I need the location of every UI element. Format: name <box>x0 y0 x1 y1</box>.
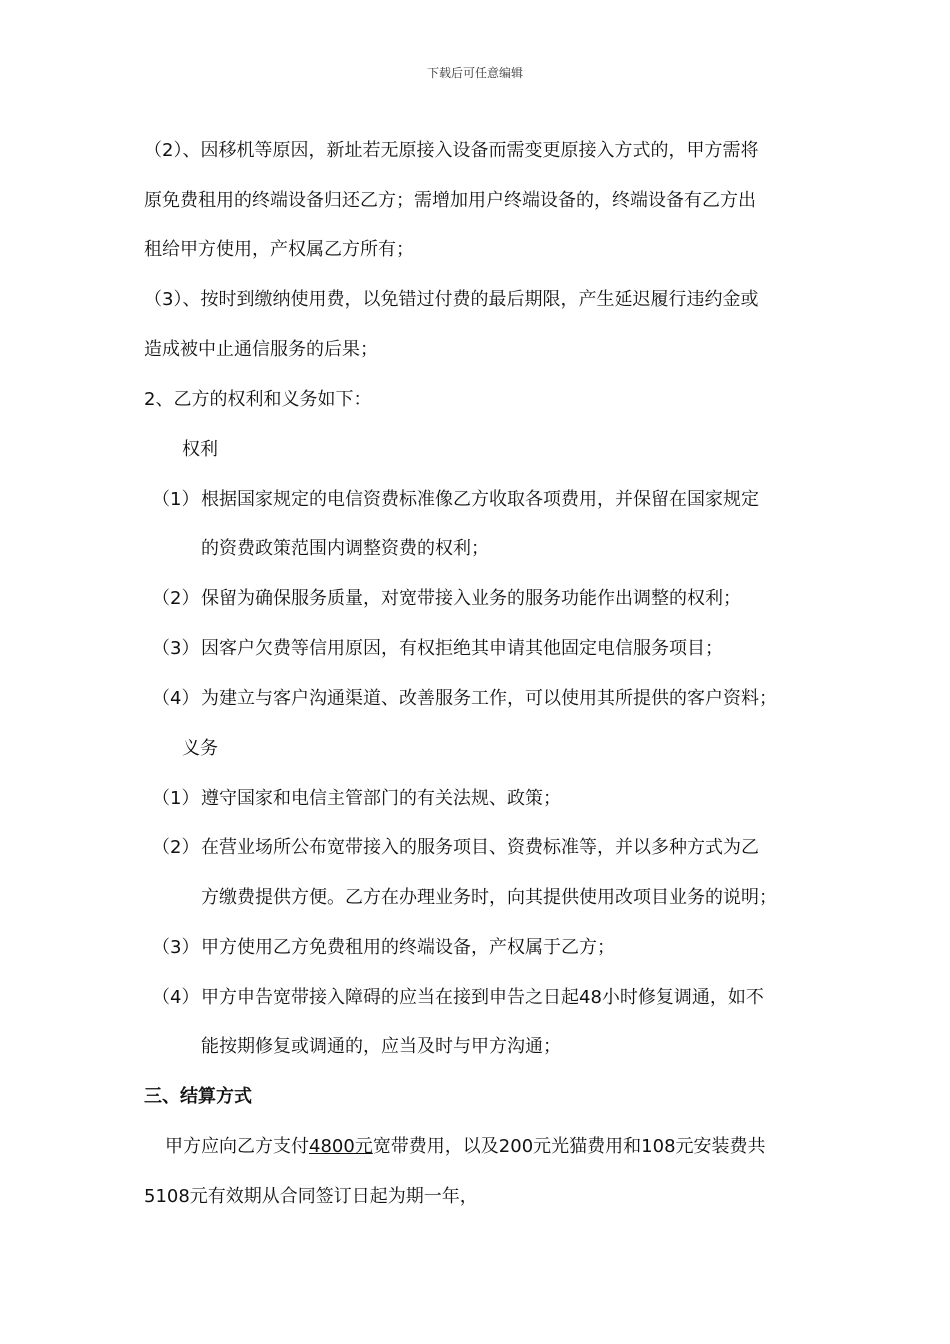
duties-item-4-number: （4） <box>152 987 200 1008</box>
duties-item-3-text: 甲方使用乙方免费租用的终端设备，产权属于乙方； <box>201 937 615 958</box>
rights-item-1-text: 根据国家规定的电信资费标准像乙方收取各项费用，并保留在国家规定 <box>201 489 759 510</box>
rights-heading: 权利 <box>182 439 218 460</box>
clause-2-line-3: 租给甲方使用，产权属乙方所有； <box>144 239 414 260</box>
clause-2-line-1: （2）、因移机等原因，新址若无原接入设备而需变更原接入方式的，甲方需将 <box>144 140 759 161</box>
clause-3-line-2: 造成被中止通信服务的后果； <box>144 339 378 360</box>
page-header: 下载后可任意编辑 <box>426 66 523 80</box>
settlement-text-end: 宽带费用，以及200元光猫费用和108元安装费共 <box>372 1136 766 1157</box>
duties-item-4-text: 甲方申告宽带接入障碍的应当在接到申告之日起48小时修复调通，如不 <box>201 987 764 1008</box>
duties-item-2-continuation: 方缴费提供方便。乙方在办理业务时，向其提供使用改项目业务的说明； <box>201 887 777 908</box>
section-2-heading: 2、乙方的权利和义务如下： <box>144 389 372 410</box>
rights-item-4-number: （4） <box>152 688 200 709</box>
duties-item-2-number: （2） <box>152 837 200 858</box>
settlement-amount: 4800元 <box>309 1136 373 1157</box>
rights-item-2-text: 保留为确保服务质量，对宽带接入业务的服务功能作出调整的权利； <box>201 588 741 609</box>
duties-item-1-number: （1） <box>152 788 200 809</box>
duties-item-2-text: 在营业场所公布宽带接入的服务项目、资费标准等，并以多种方式为乙 <box>201 837 759 858</box>
settlement-text-start: 甲方应向乙方支付 <box>165 1136 309 1157</box>
rights-item-4-text: 为建立与客户沟通渠道、改善服务工作，可以使用其所提供的客户资料； <box>201 688 777 709</box>
rights-item-3-text: 因客户欠费等信用原因，有权拒绝其申请其他固定电信服务项目； <box>201 638 723 659</box>
settlement-line-2: 5108元有效期从合同签订日起为期一年， <box>144 1186 478 1207</box>
clause-2-line-2: 原免费租用的终端设备归还乙方；需增加用户终端设备的，终端设备有乙方出 <box>144 190 756 211</box>
duties-heading: 义务 <box>182 738 218 759</box>
rights-item-3-number: （3） <box>152 638 200 659</box>
clause-3-line-1: （3）、按时到缴纳使用费，以免错过付费的最后期限，产生延迟履行违约金或 <box>144 289 759 310</box>
duties-item-3-number: （3） <box>152 937 200 958</box>
rights-item-1-number: （1） <box>152 489 200 510</box>
section-3-heading: 三、结算方式 <box>144 1086 252 1107</box>
rights-item-2-number: （2） <box>152 588 200 609</box>
rights-item-1-continuation: 的资费政策范围内调整资费的权利； <box>201 538 489 559</box>
settlement-line-1 <box>165 1135 766 1159</box>
duties-item-1-text: 遵守国家和电信主管部门的有关法规、政策； <box>201 788 561 809</box>
duties-item-4-continuation: 能按期修复或调通的，应当及时与甲方沟通； <box>201 1036 561 1057</box>
